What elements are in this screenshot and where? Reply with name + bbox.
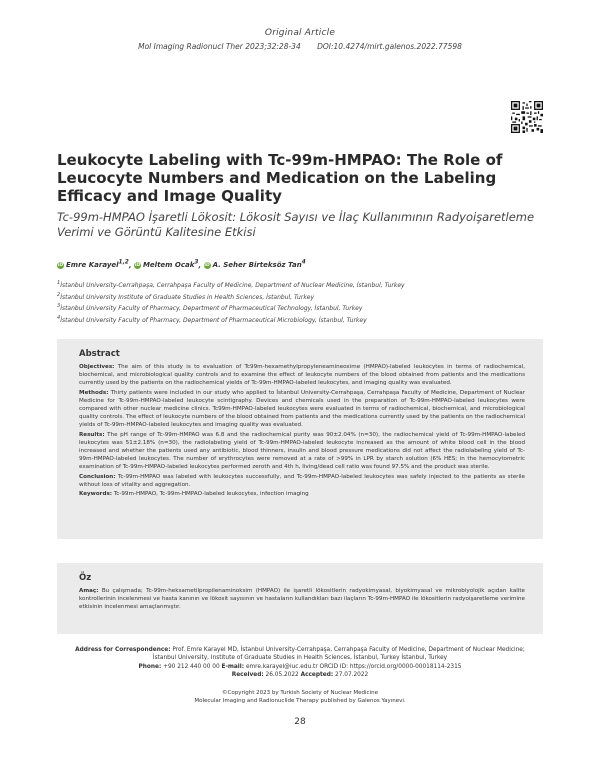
affiliation-sup: 2 [57,291,61,298]
affiliation [57,279,543,291]
author [204,261,306,269]
copyright-block [57,690,543,705]
author-name: Emre Karayel [66,261,119,270]
author [57,261,129,269]
orcid-icon[interactable]: iD [57,263,64,269]
abstract-results [79,431,525,472]
affiliation [57,291,543,303]
correspondence-line-1 [57,646,543,654]
amac-text: Bu çalışmada; Tc-99m-heksametilpropilenaminoksim (HMPAO) ile işaretli lökositlerin radyokimyasal, biyokimyasal ve mikrobiyolojik açıdan kalite kontrollerinin incelenmesi ve hasta kanının ve lökosit sayısının ve hastaların kullandıkları bazı ilaçların Tc-99m-HMPAO ile lökositlerin radyoişaretleme verimine etkisinin incelenmesi amaçlanmıştır. [79,588,525,611]
phone-value: +90 212 440 00 00 [163,663,220,670]
results-label: Results: [79,431,105,438]
article-type: Original Article [264,28,336,38]
amac-label: Amaç: [79,588,99,594]
methods-text: Thirty patients were included in our study who applied to İstanbul University-Cerrahpaşa, Cerrahpaşa Faculty of Medicine, Department of Nuclear Medicine for Tc-99m-HMPAO-labeled leukocyte scintigraphy. Devices and chemicals used in the preparation of Tc-99m-HMPAO-labeled leukocytes were compared with other nuclear medicine clinics. Tc99m-HMPAO-labeled leukocytes were evaluated in terms of radiochemical, biochemical, and microbiological quality controls. The effect of leukocyte numbers of the blood obtained from patients and the medications currently used by the patients on the radiochemical yields of Tc-99m-HMPAO-labeled leukocytes and imaging quality was evaluated. [79,389,526,429]
oz-body [79,587,525,613]
objectives-label: Objectives: [79,364,115,370]
article-subtitle-turkish: Tc-99m-HMPAO İşaretli Lökosit: Lökosit Sayısı ve İlaç Kullanımının Radyoişaretleme Verimi ve Görüntü Kalitesine Etkisi [57,210,535,239]
abstract-objectives [79,363,525,388]
citation-line [0,42,600,51]
oz-amac [79,587,525,612]
correspondence-block [57,646,543,680]
copyright-line-2: Molecular Imaging and Radionuclide Therapy published by Galenos Yayınevi. [194,697,406,704]
abstract-box [57,339,543,539]
author-name: Meltem Ocak [142,261,195,270]
objectives-text: The aim of this study is to evaluation of Tc99m-hexamethylpropyleneamineoxime (HMPAO)-labeled leukocytes in terms of radiochemical, biochemical, and microbiological quality controls and to examine the effect of leukocyte numbers of the blood obtained from patients and the medications currently used by the patients on the radiochemical yields of Tc-99m-HMPAO-labeled leukocytes, and imaging quality was evaluated. [79,364,525,387]
abstract-conclusion [79,473,525,489]
affiliation-sup: 1 [57,280,61,286]
article-title: Leukocyte Labeling with Tc-99m-HMPAO: The Role of Leucocyte Numbers and Medication on the Labeling Efficacy and Image Quality [57,151,503,205]
journal-citation: Mol Imaging Radionucl Ther 2023;32:28-34 [138,42,301,51]
orcid-icon[interactable]: iD [134,263,141,269]
author [134,261,198,269]
correspondence-contact [57,663,543,671]
author-name: A. Seher Birteksöz Tan [212,261,302,270]
affiliation-text: İstanbul University Institute of Graduate Studies in Health Sciences, İstanbul, Turkey [60,293,315,301]
dates-line [57,671,543,679]
email-label: E-mail: [221,663,245,670]
abstract-keywords [79,490,525,498]
affiliation-sup: 4 [57,314,61,321]
results-text: The pH range of Tc-99m-HMPAO was 6.8 and the radiochemical purity was 90±2.04% (n=30), the radiochemical yield of Tc-99m-HMPAO-labeled leukocytes was 51±2.18% (n=30), the radiolabeling yield of Tc-99m-HMPAO-labeled leukocyte increased as the amount of white blood cell in the blood increased and whether the patients used any antibiotic, blood thinners, insulin and blood pressure medications did not affect the radiolabeling yield of Tc-99m-HMPAO-labeled leukocytes. The number of erythrocytes were removed at a rate of >99% in LPR by starch solution (6% HES; in the hemocytometric examination of Tc-99m-HMPAO-labeled leukocytes performed zeroth and 4th h, living/dead cell ratio was found 97.5% and the product was sterile. [79,431,525,471]
orcid-icon[interactable]: iD [204,263,210,269]
affiliation-text: İstanbul University Faculty of Pharmacy, Department of Pharmaceutical Technology, İstanbul, Turkey [60,305,363,312]
accepted-label: Accepted: [300,672,334,679]
doi: DOI:10.4274/mirt.galenos.2022.77598 [317,42,462,51]
abstract-methods [79,389,525,430]
affiliation-list [57,279,543,325]
page-number: 28 [294,717,306,727]
affiliation-sup: 3 [57,303,61,309]
received-date: 26.05.2022 [265,672,299,679]
affiliation [57,302,543,314]
author-sup: 3 [194,260,199,266]
conclusion-text: Tc-99m-HMPAO was labeled with leukocytes successfully, and Tc-99m-HMPAO-labeled leukocytes was safely injected to the patients as sterile without loss of vitality and aggregation. [79,473,525,488]
keywords-label: Keywords: [79,491,113,498]
oz-heading: Öz [79,573,92,583]
conclusion-label: Conclusion: [79,473,116,480]
abstract-heading: Abstract [79,349,120,359]
methods-label: Methods: [79,389,109,396]
affiliation-text: İstanbul University Faculty of Pharmacy, Department of Pharmaceutical Microbiology, İstanbul, Turkey [60,316,367,324]
accepted-date: 27.07.2022 [335,672,369,679]
author-list: iD Emre Karayel$^{1,2}$, iD Meltem Ocak$^3$, iD A. Seher Birteksöz Tan$^4$ [57,260,306,270]
affiliation [57,314,543,326]
affiliation-text: İstanbul University-Cerrahpaşa, Cerrahpaşa Faculty of Medicine, Department of Nuclear Medicine, İstanbul, Turkey [60,282,405,289]
received-label: Received: [231,672,264,679]
email-value[interactable]: emre.karayel@iuc.edu.tr ORCID ID: https://orcid.org/0000-00018114-2315 [245,663,462,670]
correspondence-label: Address for Correspondence: [75,647,171,653]
author-sup: 1,2 [118,260,129,266]
qr-code-icon [511,101,543,133]
phone-label: Phone: [138,663,162,670]
abstract-body [79,363,525,499]
copyright-line-1: ©Copyright 2023 by Turkish Society of Nuclear Medicine [222,690,378,696]
oz-box [57,563,543,634]
correspondence-address: Prof. Emre Karayel MD, İstanbul University-Cerrahpaşa, Cerrahpaşa Faculty of Medicine, Department of Nuclear Medicine; [172,647,525,653]
keywords-text: Tc-99m-HMPAO, Tc-99m-HMPAO-labeled leukocytes, infection imaging [113,491,309,498]
correspondence-line-2: İstanbul University, Institute of Graduate Studies in Health Sciences, İstanbul, Turkey İstanbul, Turkey [152,655,448,662]
author-sup: 4 [301,260,306,266]
